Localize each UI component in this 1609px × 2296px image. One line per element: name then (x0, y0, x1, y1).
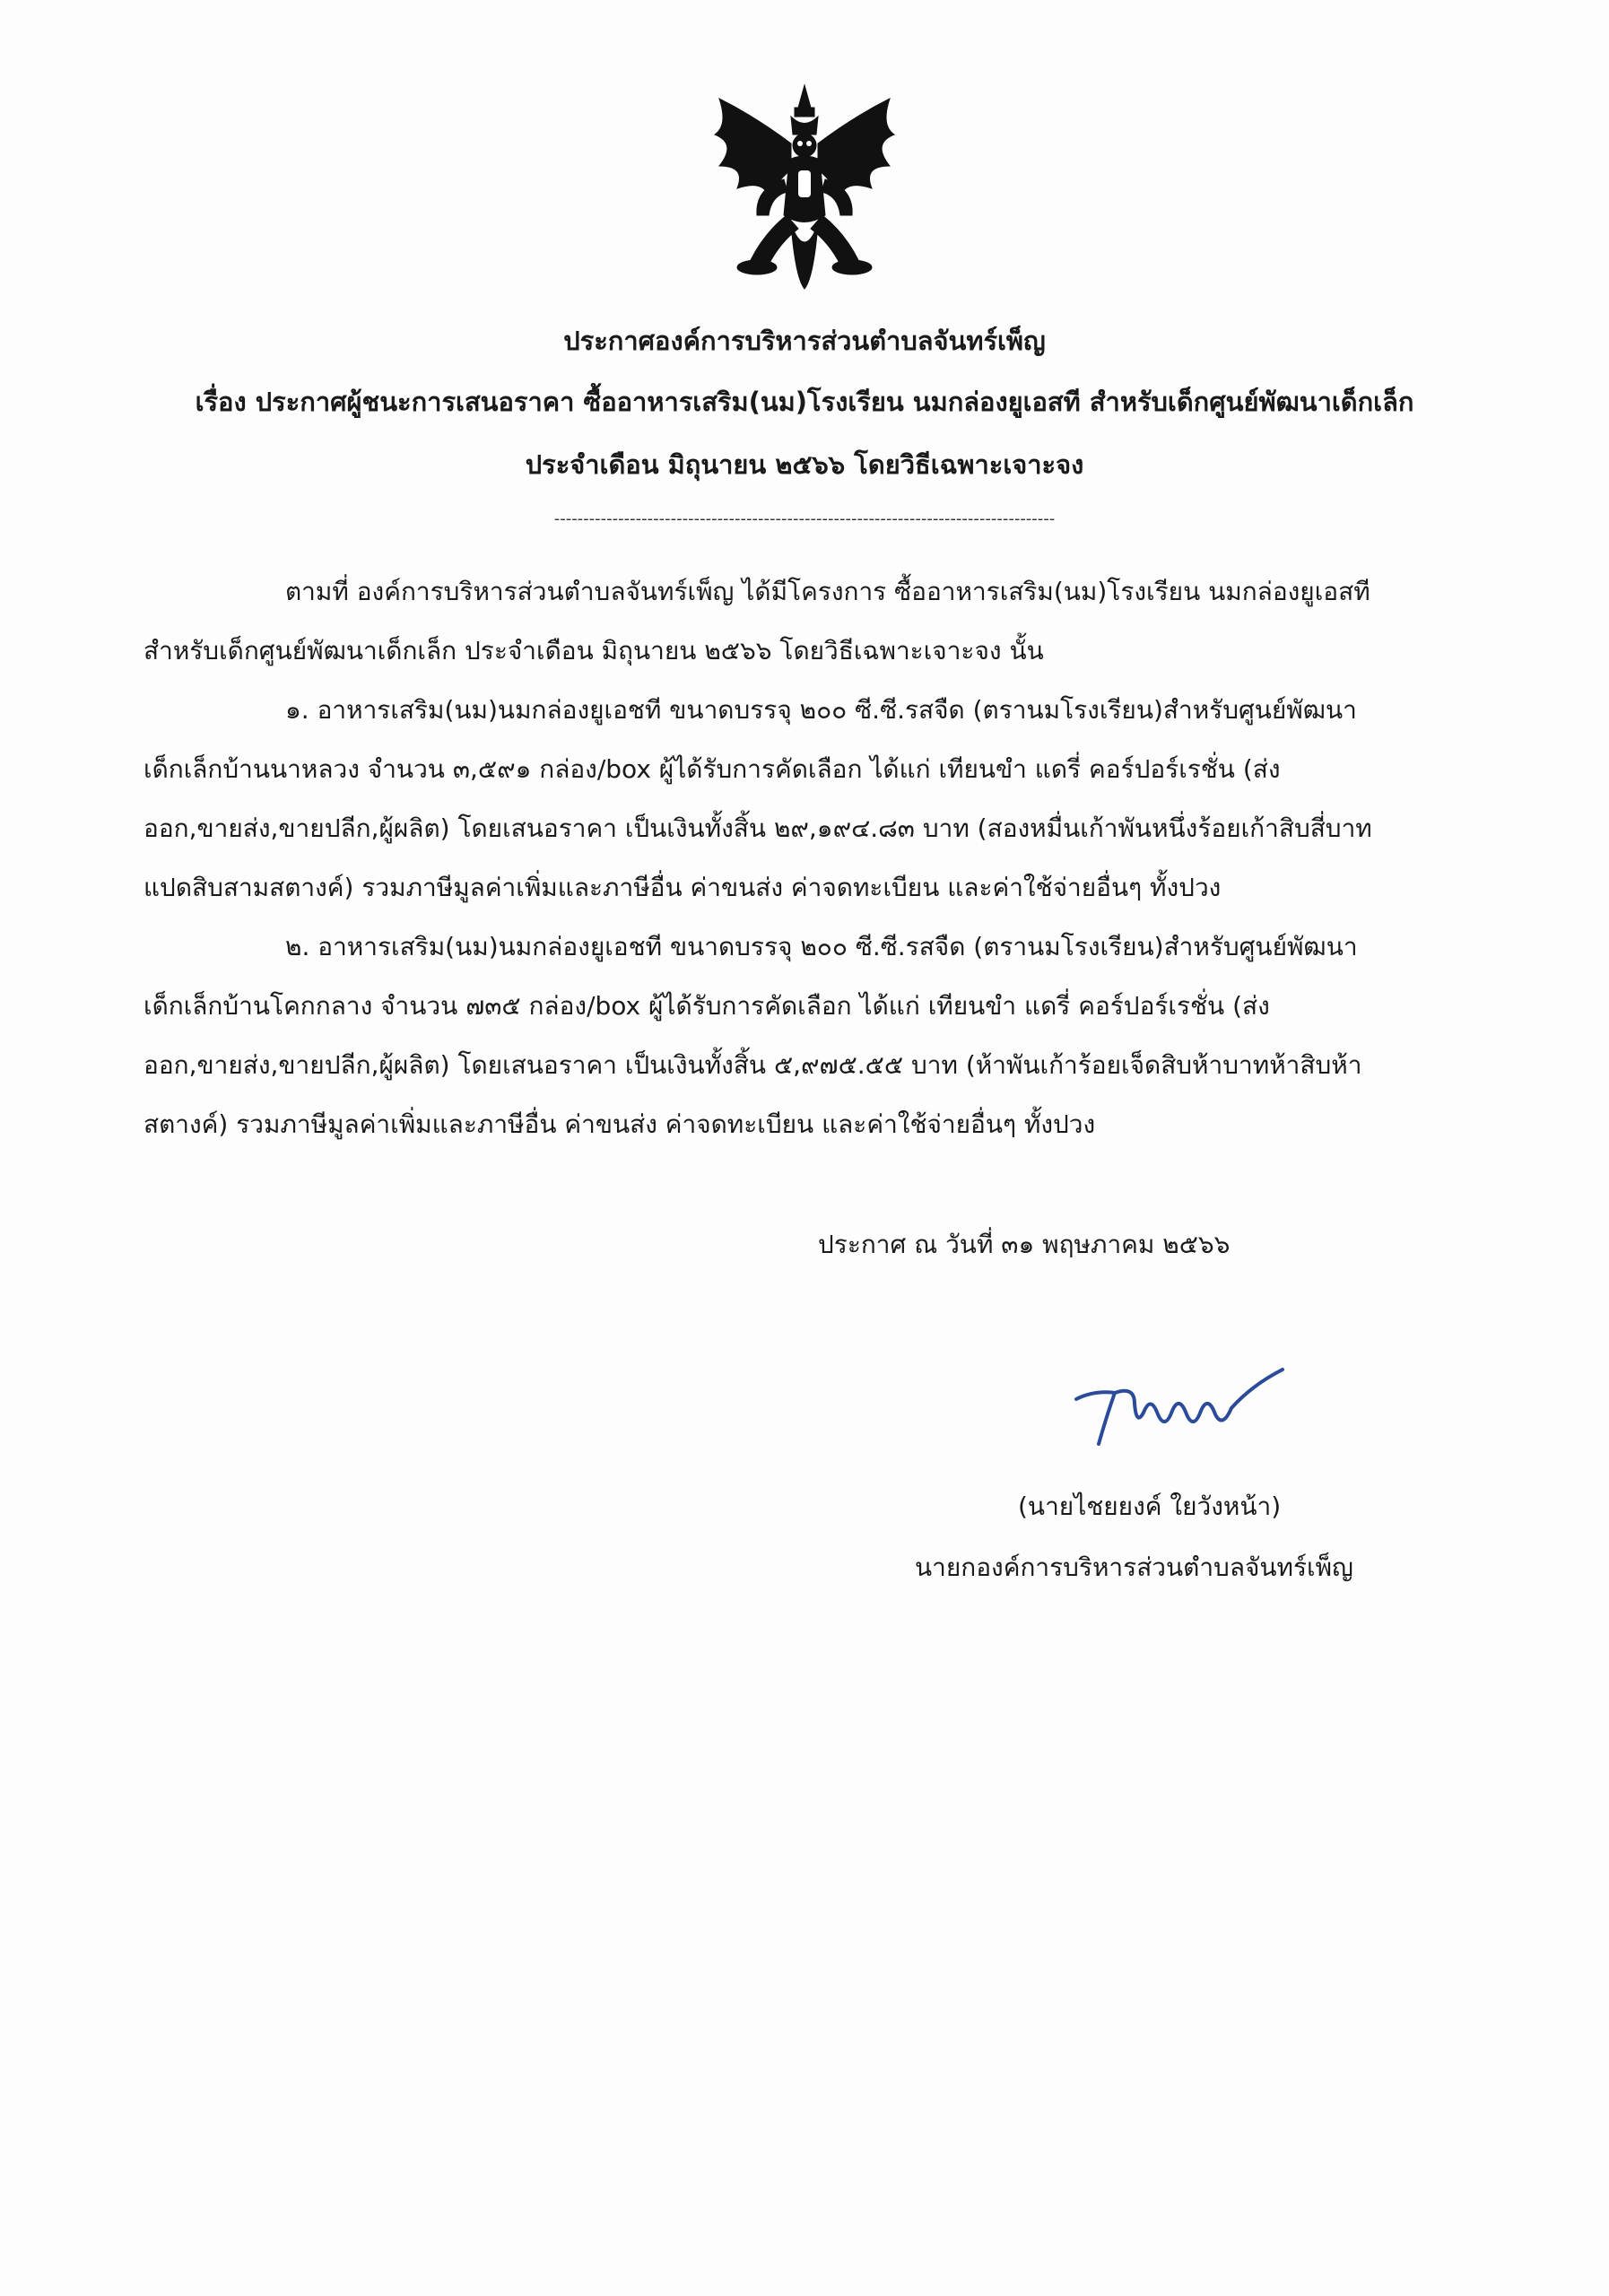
announcement-date: ประกาศ ณ วันที่ ๓๑ พฤษภาคม ๒๕๖๖ (818, 1230, 1231, 1259)
document-title: ประกาศองค์การบริหารส่วนตำบลจันทร์เพ็ญ (563, 326, 1046, 356)
document-subject: เรื่อง ประกาศผู้ชนะการเสนอราคา ซื้ออาหารเสริม(นม)โรงเรียน นมกล่องยูเอสที สำหรับเด็กศูนย์พัฒนาเด็กเล็ก (195, 387, 1414, 417)
handwritten-signature (1072, 1359, 1287, 1457)
item-2-line: ออก,ขายส่ง,ขายปลีก,ผู้ผลิต) โดยเสนอราคา เป็นเงินทั้งสิ้น ๕,๙๗๕.๕๕ บาท (ห้าพันเก้าร้อยเจ็ดสิบห้าบาทห้าสิบห้า (144, 1050, 1362, 1080)
document-subject-continued: ประจำเดือน มิถุนายน ๒๕๖๖ โดยวิธีเฉพาะเจาะจง (525, 449, 1084, 480)
item-1-line: แปดสิบสามสตางค์) รวมภาษีมูลค่าเพิ่มและภาษีอื่น ค่าขนส่ง ค่าจดทะเบียน และค่าใช้จ่ายอื่นๆ ทั้งปวง (144, 873, 1222, 902)
item-2-line: ๒. อาหารเสริม(นม)นมกล่องยูเอชที ขนาดบรรจุ ๒๐๐ ซี.ซี.รสจืด (ตรานมโรงเรียน)สำหรับศูนย์พัฒนา (285, 932, 1358, 961)
item-1-line: ออก,ขายส่ง,ขายปลีก,ผู้ผลิต) โดยเสนอราคา เป็นเงินทั้งสิ้น ๒๙,๑๙๔.๘๓ บาท (สองหมื่นเก้าพันหนึ่งร้อยเก้าสิบสี่บาท (144, 813, 1372, 843)
item-1-line: เด็กเล็กบ้านนาหลวง จำนวน ๓,๕๙๑ กล่อง/box ผู้ได้รับการคัดเลือก ได้แก่ เทียนขำ แดรี่ คอร์ปอร์เรชั่น (ส่ง (144, 754, 1281, 784)
signer-name: (นายไชยยงค์ ใยวังหน้า) (1018, 1492, 1282, 1521)
item-2-line: สตางค์) รวมภาษีมูลค่าเพิ่มและภาษีอื่น ค่าขนส่ง ค่าจดทะเบียน และค่าใช้จ่ายอื่นๆ ทั้งปวง (144, 1109, 1096, 1139)
item-2-line: เด็กเล็กบ้านโคกกลาง จำนวน ๗๓๕ กล่อง/box ผู้ได้รับการคัดเลือก ได้แก่ เทียนขำ แดรี่ คอร์ปอร์เรชั่น (ส่ง (144, 991, 1270, 1021)
separator-line: -------------------------------------------------------------------------------------- (553, 509, 1056, 528)
garuda-emblem-icon (701, 81, 908, 296)
item-1-line: ๑. อาหารเสริม(นม)นมกล่องยูเอชที ขนาดบรรจุ ๒๐๐ ซี.ซี.รสจืด (ตรานมโรงเรียน)สำหรับศูนย์พัฒนา (285, 695, 1357, 725)
signer-title: นายกองค์การบริหารส่วนตำบลจันทร์เพ็ญ (915, 1552, 1353, 1582)
intro-line: สำหรับเด็กศูนย์พัฒนาเด็กเล็ก ประจำเดือน มิถุนายน ๒๕๖๖ โดยวิธีเฉพาะเจาะจง นั้น (144, 636, 1044, 665)
intro-line: ตามที่ องค์การบริหารส่วนตำบลจันทร์เพ็ญ ได้มีโครงการ ซื้ออาหารเสริม(นม)โรงเรียน นมกล่องยูเอสที (285, 577, 1370, 606)
